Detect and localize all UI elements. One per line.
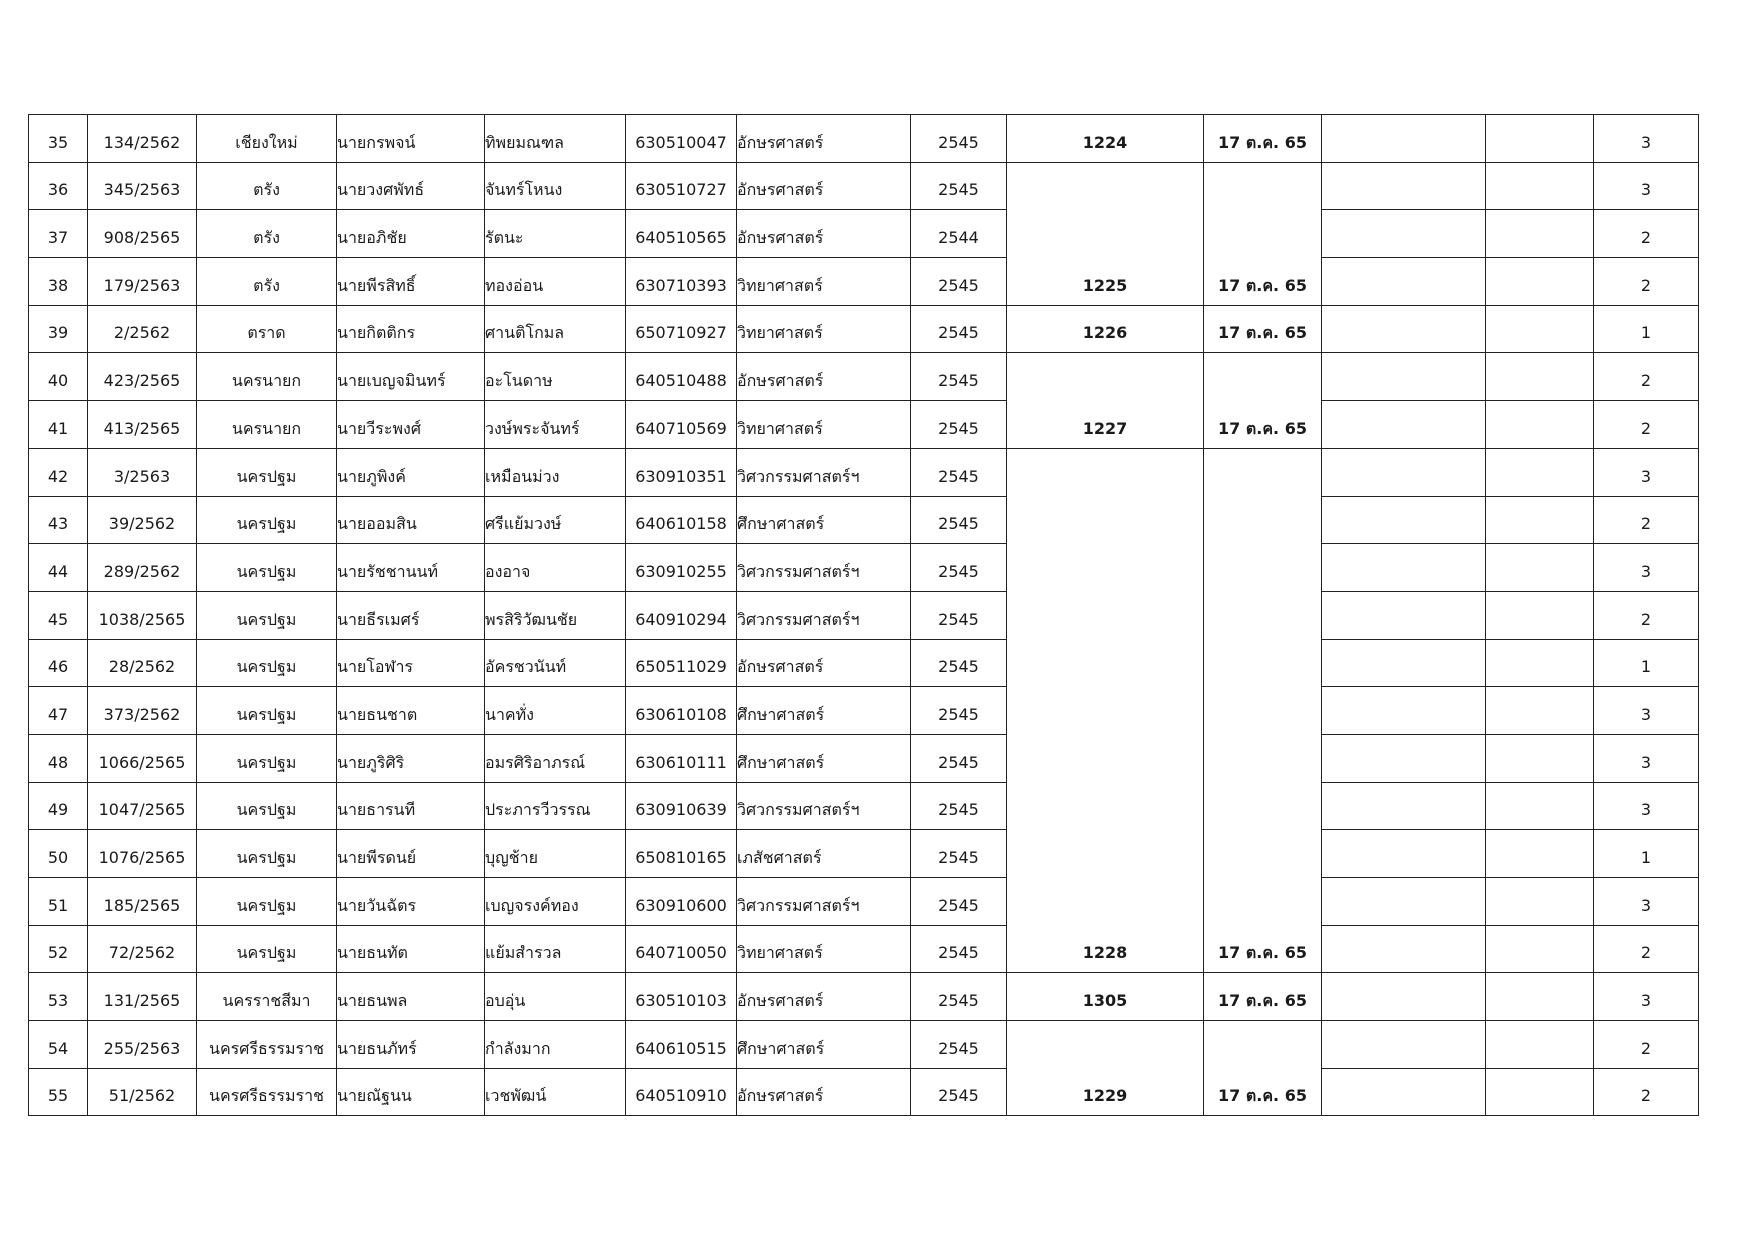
- row-number: 41: [29, 401, 88, 449]
- group-id: 1225: [1007, 162, 1204, 305]
- table-row: [29, 401, 1699, 449]
- empty-cell-1: [1322, 258, 1486, 306]
- empty-cell-2: [1486, 258, 1594, 306]
- first-name: นายกรพจน์: [337, 115, 485, 163]
- table-row: [29, 1068, 1699, 1116]
- empty-cell-2: [1486, 1068, 1594, 1116]
- empty-cell-1: [1322, 448, 1486, 496]
- birth-year: 2545: [911, 448, 1007, 496]
- empty-cell-1: [1322, 591, 1486, 639]
- empty-cell-2: [1486, 591, 1594, 639]
- last-name: จันทร์โหนง: [485, 162, 626, 210]
- empty-cell-1: [1322, 1068, 1486, 1116]
- first-name: นายวันฉัตร: [337, 878, 485, 926]
- student-id: 630710393: [626, 258, 737, 306]
- first-name: นายธนชาต: [337, 687, 485, 735]
- first-name: นายอภิชัย: [337, 210, 485, 258]
- table-row: [29, 448, 1699, 496]
- count: 3: [1594, 115, 1699, 163]
- reference-number: 413/2565: [88, 401, 197, 449]
- row-number: 40: [29, 353, 88, 401]
- table-row: [29, 496, 1699, 544]
- student-id: 650511029: [626, 639, 737, 687]
- count: 3: [1594, 687, 1699, 735]
- province: เชียงใหม่: [197, 115, 337, 163]
- group-id: 1228: [1007, 448, 1204, 973]
- row-number: 54: [29, 1021, 88, 1069]
- row-number: 44: [29, 544, 88, 592]
- student-id: 640610158: [626, 496, 737, 544]
- last-name: เบญจรงค์ทอง: [485, 878, 626, 926]
- empty-cell-2: [1486, 401, 1594, 449]
- empty-cell-2: [1486, 448, 1594, 496]
- table-row: [29, 973, 1699, 1021]
- count: 3: [1594, 734, 1699, 782]
- row-number: 39: [29, 305, 88, 353]
- group-date: 17 ต.ค. 65: [1204, 305, 1322, 353]
- birth-year: 2545: [911, 1021, 1007, 1069]
- birth-year: 2545: [911, 830, 1007, 878]
- roster-body: [29, 115, 1699, 1116]
- first-name: นายธารนที: [337, 782, 485, 830]
- last-name: อะโนดาษ: [485, 353, 626, 401]
- faculty: ศึกษาศาสตร์: [737, 1021, 911, 1069]
- first-name: นายธนภัทร์: [337, 1021, 485, 1069]
- last-name: เวชพัฒน์: [485, 1068, 626, 1116]
- last-name: แย้มสำรวล: [485, 925, 626, 973]
- birth-year: 2545: [911, 639, 1007, 687]
- province: ตรัง: [197, 258, 337, 306]
- faculty: อักษรศาสตร์: [737, 210, 911, 258]
- empty-cell-2: [1486, 639, 1594, 687]
- last-name: ประภารวีวรรณ: [485, 782, 626, 830]
- student-id: 650710927: [626, 305, 737, 353]
- table-row: [29, 210, 1699, 258]
- student-id: 640510565: [626, 210, 737, 258]
- first-name: นายธนพล: [337, 973, 485, 1021]
- student-id: 640910294: [626, 591, 737, 639]
- faculty: วิทยาศาสตร์: [737, 305, 911, 353]
- row-number: 45: [29, 591, 88, 639]
- count: 2: [1594, 258, 1699, 306]
- table-row: [29, 258, 1699, 306]
- first-name: นายพีรดนย์: [337, 830, 485, 878]
- empty-cell-2: [1486, 782, 1594, 830]
- faculty: อักษรศาสตร์: [737, 353, 911, 401]
- student-id: 640710050: [626, 925, 737, 973]
- reference-number: 1066/2565: [88, 734, 197, 782]
- group-date: 17 ต.ค. 65: [1204, 448, 1322, 973]
- count: 1: [1594, 830, 1699, 878]
- birth-year: 2545: [911, 687, 1007, 735]
- table-row: [29, 878, 1699, 926]
- first-name: นายพีรสิทธิ์: [337, 258, 485, 306]
- student-id: 630510727: [626, 162, 737, 210]
- count: 3: [1594, 973, 1699, 1021]
- faculty: เภสัชศาสตร์: [737, 830, 911, 878]
- last-name: รัตนะ: [485, 210, 626, 258]
- empty-cell-1: [1322, 544, 1486, 592]
- row-number: 46: [29, 639, 88, 687]
- reference-number: 1038/2565: [88, 591, 197, 639]
- count: 2: [1594, 496, 1699, 544]
- last-name: นาคทั่ง: [485, 687, 626, 735]
- count: 2: [1594, 1068, 1699, 1116]
- empty-cell-2: [1486, 1021, 1594, 1069]
- province: ตรัง: [197, 162, 337, 210]
- last-name: อัครชวนันท์: [485, 639, 626, 687]
- first-name: นายภูพิงค์: [337, 448, 485, 496]
- count: 1: [1594, 305, 1699, 353]
- student-id: 640710569: [626, 401, 737, 449]
- first-name: นายออมสิน: [337, 496, 485, 544]
- table-row: [29, 639, 1699, 687]
- empty-cell-2: [1486, 687, 1594, 735]
- student-id: 630510103: [626, 973, 737, 1021]
- province: นครปฐม: [197, 639, 337, 687]
- province: นครปฐม: [197, 591, 337, 639]
- birth-year: 2545: [911, 591, 1007, 639]
- first-name: นายภูริศิริ: [337, 734, 485, 782]
- group-date: 17 ต.ค. 65: [1204, 353, 1322, 448]
- count: 2: [1594, 210, 1699, 258]
- count: 3: [1594, 162, 1699, 210]
- group-date: 17 ต.ค. 65: [1204, 1021, 1322, 1116]
- province: นครปฐม: [197, 544, 337, 592]
- count: 3: [1594, 782, 1699, 830]
- student-id: 630610108: [626, 687, 737, 735]
- reference-number: 134/2562: [88, 115, 197, 163]
- first-name: นายเบญจมินทร์: [337, 353, 485, 401]
- table-row: [29, 115, 1699, 163]
- reference-number: 3/2563: [88, 448, 197, 496]
- province: นครศรีธรรมราช: [197, 1021, 337, 1069]
- reference-number: 2/2562: [88, 305, 197, 353]
- table-row: [29, 734, 1699, 782]
- faculty: อักษรศาสตร์: [737, 639, 911, 687]
- empty-cell-1: [1322, 782, 1486, 830]
- count: 3: [1594, 544, 1699, 592]
- reference-number: 255/2563: [88, 1021, 197, 1069]
- table-row: [29, 591, 1699, 639]
- birth-year: 2545: [911, 115, 1007, 163]
- birth-year: 2545: [911, 401, 1007, 449]
- student-id: 630910351: [626, 448, 737, 496]
- empty-cell-2: [1486, 925, 1594, 973]
- row-number: 35: [29, 115, 88, 163]
- province: นครปฐม: [197, 496, 337, 544]
- birth-year: 2545: [911, 1068, 1007, 1116]
- student-id: 630910600: [626, 878, 737, 926]
- reference-number: 423/2565: [88, 353, 197, 401]
- birth-year: 2545: [911, 973, 1007, 1021]
- first-name: นายธนทัต: [337, 925, 485, 973]
- row-number: 52: [29, 925, 88, 973]
- province: นครปฐม: [197, 925, 337, 973]
- table-row: [29, 353, 1699, 401]
- birth-year: 2545: [911, 544, 1007, 592]
- reference-number: 185/2565: [88, 878, 197, 926]
- faculty: ศึกษาศาสตร์: [737, 496, 911, 544]
- faculty: วิศวกรรมศาสตร์ฯ: [737, 448, 911, 496]
- row-number: 51: [29, 878, 88, 926]
- empty-cell-2: [1486, 496, 1594, 544]
- count: 2: [1594, 353, 1699, 401]
- faculty: วิทยาศาสตร์: [737, 925, 911, 973]
- last-name: พรสิริวัฒนชัย: [485, 591, 626, 639]
- birth-year: 2545: [911, 305, 1007, 353]
- first-name: นายกิตติกร: [337, 305, 485, 353]
- last-name: ศานติโกมล: [485, 305, 626, 353]
- table-row: [29, 925, 1699, 973]
- faculty: อักษรศาสตร์: [737, 162, 911, 210]
- student-id: 640510488: [626, 353, 737, 401]
- empty-cell-2: [1486, 162, 1594, 210]
- row-number: 55: [29, 1068, 88, 1116]
- group-id: 1305: [1007, 973, 1204, 1021]
- province: นครปฐม: [197, 687, 337, 735]
- empty-cell-2: [1486, 878, 1594, 926]
- last-name: ทิพยมณฑล: [485, 115, 626, 163]
- empty-cell-1: [1322, 878, 1486, 926]
- reference-number: 28/2562: [88, 639, 197, 687]
- group-id: 1227: [1007, 353, 1204, 448]
- reference-number: 72/2562: [88, 925, 197, 973]
- reference-number: 1076/2565: [88, 830, 197, 878]
- province: นครปฐม: [197, 734, 337, 782]
- reference-number: 131/2565: [88, 973, 197, 1021]
- row-number: 38: [29, 258, 88, 306]
- group-date: 17 ต.ค. 65: [1204, 162, 1322, 305]
- empty-cell-2: [1486, 210, 1594, 258]
- faculty: วิศวกรรมศาสตร์ฯ: [737, 591, 911, 639]
- group-id: 1224: [1007, 115, 1204, 163]
- empty-cell-1: [1322, 1021, 1486, 1069]
- student-id: 630510047: [626, 115, 737, 163]
- table-row: [29, 162, 1699, 210]
- empty-cell-1: [1322, 830, 1486, 878]
- empty-cell-2: [1486, 353, 1594, 401]
- empty-cell-2: [1486, 305, 1594, 353]
- empty-cell-1: [1322, 401, 1486, 449]
- faculty: อักษรศาสตร์: [737, 115, 911, 163]
- reference-number: 179/2563: [88, 258, 197, 306]
- reference-number: 908/2565: [88, 210, 197, 258]
- empty-cell-1: [1322, 734, 1486, 782]
- reference-number: 345/2563: [88, 162, 197, 210]
- table-row: [29, 305, 1699, 353]
- student-id: 630910639: [626, 782, 737, 830]
- student-id: 630610111: [626, 734, 737, 782]
- empty-cell-1: [1322, 973, 1486, 1021]
- province: นครปฐม: [197, 830, 337, 878]
- province: นครศรีธรรมราช: [197, 1068, 337, 1116]
- count: 2: [1594, 1021, 1699, 1069]
- last-name: อมรศิริอาภรณ์: [485, 734, 626, 782]
- first-name: นายธีรเมศร์: [337, 591, 485, 639]
- first-name: นายวีระพงศ์: [337, 401, 485, 449]
- reference-number: 289/2562: [88, 544, 197, 592]
- count: 3: [1594, 878, 1699, 926]
- count: 2: [1594, 925, 1699, 973]
- first-name: นายวงศพัทธ์: [337, 162, 485, 210]
- faculty: วิทยาศาสตร์: [737, 258, 911, 306]
- row-number: 49: [29, 782, 88, 830]
- count: 3: [1594, 448, 1699, 496]
- table-row: [29, 544, 1699, 592]
- province: นครนายก: [197, 353, 337, 401]
- birth-year: 2545: [911, 925, 1007, 973]
- birth-year: 2545: [911, 496, 1007, 544]
- last-name: วงษ์พระจันทร์: [485, 401, 626, 449]
- table-row: [29, 1021, 1699, 1069]
- table-row: [29, 830, 1699, 878]
- empty-cell-1: [1322, 925, 1486, 973]
- birth-year: 2545: [911, 258, 1007, 306]
- birth-year: 2545: [911, 162, 1007, 210]
- last-name: ศรีแย้มวงษ์: [485, 496, 626, 544]
- birth-year: 2545: [911, 878, 1007, 926]
- last-name: กำลังมาก: [485, 1021, 626, 1069]
- row-number: 50: [29, 830, 88, 878]
- birth-year: 2545: [911, 782, 1007, 830]
- province: นครปฐม: [197, 782, 337, 830]
- table-row: [29, 687, 1699, 735]
- count: 2: [1594, 401, 1699, 449]
- row-number: 47: [29, 687, 88, 735]
- first-name: นายรัชชานนท์: [337, 544, 485, 592]
- count: 2: [1594, 591, 1699, 639]
- faculty: อักษรศาสตร์: [737, 1068, 911, 1116]
- faculty: วิทยาศาสตร์: [737, 401, 911, 449]
- row-number: 48: [29, 734, 88, 782]
- roster-table: [28, 114, 1699, 1116]
- province: ตราด: [197, 305, 337, 353]
- empty-cell-2: [1486, 973, 1594, 1021]
- empty-cell-1: [1322, 687, 1486, 735]
- empty-cell-1: [1322, 115, 1486, 163]
- reference-number: 1047/2565: [88, 782, 197, 830]
- province: นครราชสีมา: [197, 973, 337, 1021]
- last-name: เหมือนม่วง: [485, 448, 626, 496]
- row-number: 36: [29, 162, 88, 210]
- count: 1: [1594, 639, 1699, 687]
- province: ตรัง: [197, 210, 337, 258]
- empty-cell-2: [1486, 115, 1594, 163]
- reference-number: 51/2562: [88, 1068, 197, 1116]
- group-date: 17 ต.ค. 65: [1204, 973, 1322, 1021]
- empty-cell-1: [1322, 353, 1486, 401]
- empty-cell-1: [1322, 639, 1486, 687]
- reference-number: 373/2562: [88, 687, 197, 735]
- empty-cell-2: [1486, 830, 1594, 878]
- empty-cell-1: [1322, 496, 1486, 544]
- faculty: ศึกษาศาสตร์: [737, 734, 911, 782]
- province: นครปฐม: [197, 878, 337, 926]
- birth-year: 2545: [911, 734, 1007, 782]
- province: นครนายก: [197, 401, 337, 449]
- province: นครปฐม: [197, 448, 337, 496]
- faculty: อักษรศาสตร์: [737, 973, 911, 1021]
- birth-year: 2544: [911, 210, 1007, 258]
- student-id: 640510910: [626, 1068, 737, 1116]
- student-id: 640610515: [626, 1021, 737, 1069]
- student-id: 630910255: [626, 544, 737, 592]
- first-name: นายณัฐนน: [337, 1068, 485, 1116]
- last-name: องอาจ: [485, 544, 626, 592]
- faculty: วิศวกรรมศาสตร์ฯ: [737, 782, 911, 830]
- row-number: 37: [29, 210, 88, 258]
- empty-cell-2: [1486, 734, 1594, 782]
- faculty: ศึกษาศาสตร์: [737, 687, 911, 735]
- faculty: วิศวกรรมศาสตร์ฯ: [737, 544, 911, 592]
- reference-number: 39/2562: [88, 496, 197, 544]
- last-name: ทองอ่อน: [485, 258, 626, 306]
- student-id: 650810165: [626, 830, 737, 878]
- first-name: นายโอฬาร: [337, 639, 485, 687]
- empty-cell-1: [1322, 305, 1486, 353]
- group-id: 1226: [1007, 305, 1204, 353]
- row-number: 53: [29, 973, 88, 1021]
- empty-cell-1: [1322, 162, 1486, 210]
- empty-cell-1: [1322, 210, 1486, 258]
- birth-year: 2545: [911, 353, 1007, 401]
- group-id: 1229: [1007, 1021, 1204, 1116]
- group-date: 17 ต.ค. 65: [1204, 115, 1322, 163]
- empty-cell-2: [1486, 544, 1594, 592]
- faculty: วิศวกรรมศาสตร์ฯ: [737, 878, 911, 926]
- row-number: 43: [29, 496, 88, 544]
- last-name: บุญช้าย: [485, 830, 626, 878]
- last-name: อบอุ่น: [485, 973, 626, 1021]
- table-row: [29, 782, 1699, 830]
- row-number: 42: [29, 448, 88, 496]
